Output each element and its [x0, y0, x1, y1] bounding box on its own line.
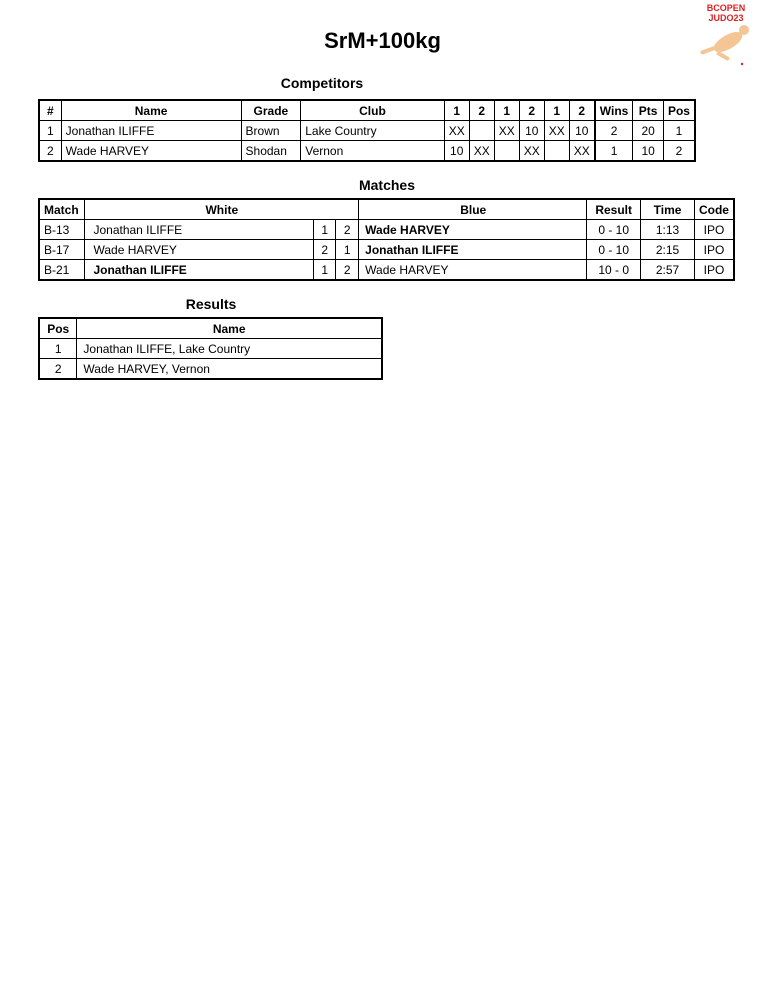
score-cell: XX — [469, 141, 494, 162]
logo-line1: BCOPEN — [706, 3, 746, 13]
logo-line2: JUDO23 — [708, 13, 744, 23]
col-pts: Pts — [633, 100, 664, 121]
results-table — [38, 317, 383, 380]
match-result: 0 - 10 — [587, 220, 641, 240]
col-num: # — [39, 100, 61, 121]
match-code: IPO — [694, 220, 734, 240]
competitors-header-row — [39, 100, 695, 121]
col-result: Result — [587, 199, 641, 220]
competitor-num: 1 — [39, 121, 61, 141]
matches-table — [38, 198, 735, 281]
col-score: 2 — [569, 100, 595, 121]
col-code: Code — [694, 199, 734, 220]
white-num: 1 — [314, 220, 336, 240]
match-code: IPO — [694, 240, 734, 260]
col-club: Club — [301, 100, 444, 121]
match-code: IPO — [694, 260, 734, 281]
blue-num: 2 — [336, 260, 359, 281]
col-name: Name — [61, 100, 241, 121]
result-name: Jonathan ILIFFE, Lake Country — [77, 339, 382, 359]
blue-num: 1 — [336, 240, 359, 260]
blue-player: Wade HARVEY — [359, 260, 587, 281]
table-row — [39, 359, 382, 380]
table-row — [39, 240, 734, 260]
col-score: 2 — [519, 100, 544, 121]
score-cell: 10 — [444, 141, 469, 162]
competitor-grade: Brown — [241, 121, 301, 141]
score-cell: XX — [519, 141, 544, 162]
score-cell: XX — [569, 141, 595, 162]
match-time: 2:57 — [641, 260, 695, 281]
table-row — [39, 339, 382, 359]
table-row — [39, 220, 734, 240]
match-id: B-17 — [39, 240, 85, 260]
col-score: 1 — [444, 100, 469, 121]
score-cell — [469, 121, 494, 141]
score-cell: 10 — [519, 121, 544, 141]
score-cell: XX — [544, 121, 569, 141]
competitor-pts: 10 — [633, 141, 664, 162]
score-cell — [544, 141, 569, 162]
score-cell: XX — [494, 121, 519, 141]
table-row — [39, 121, 695, 141]
col-white: White — [85, 199, 359, 220]
match-result: 0 - 10 — [587, 240, 641, 260]
competitor-grade: Shodan — [241, 141, 301, 162]
competitor-num: 2 — [39, 141, 61, 162]
col-grade: Grade — [241, 100, 301, 121]
white-player: Jonathan ILIFFE — [85, 260, 314, 281]
competitor-club: Lake Country — [301, 121, 444, 141]
blue-num: 2 — [336, 220, 359, 240]
table-row — [39, 260, 734, 281]
competitor-pos: 2 — [663, 141, 695, 162]
col-score: 1 — [494, 100, 519, 121]
competitors-heading: Competitors — [280, 75, 364, 91]
score-cell: XX — [444, 121, 469, 141]
competitor-club: Vernon — [301, 141, 444, 162]
col-wins: Wins — [595, 100, 633, 121]
blue-player: Wade HARVEY — [359, 220, 587, 240]
competitor-name: Wade HARVEY — [61, 141, 241, 162]
white-player: Wade HARVEY — [85, 240, 314, 260]
col-match: Match — [39, 199, 85, 220]
competitors-table — [38, 99, 696, 162]
match-time: 1:13 — [641, 220, 695, 240]
col-name: Name — [77, 318, 382, 339]
match-id: B-21 — [39, 260, 85, 281]
col-pos: Pos — [663, 100, 695, 121]
result-pos: 1 — [39, 339, 77, 359]
matches-heading: Matches — [358, 177, 416, 193]
page-title: SrM+100kg — [324, 28, 441, 53]
match-result: 10 - 0 — [587, 260, 641, 281]
white-player: Jonathan ILIFFE — [85, 220, 314, 240]
result-name: Wade HARVEY, Vernon — [77, 359, 382, 380]
results-heading: Results — [185, 296, 237, 312]
col-time: Time — [641, 199, 695, 220]
competitor-pos: 1 — [663, 121, 695, 141]
score-cell — [494, 141, 519, 162]
white-num: 2 — [314, 240, 336, 260]
match-id: B-13 — [39, 220, 85, 240]
competitor-wins: 2 — [595, 121, 633, 141]
results-header-row — [39, 318, 382, 339]
col-pos: Pos — [39, 318, 77, 339]
col-score: 1 — [544, 100, 569, 121]
col-blue: Blue — [359, 199, 587, 220]
col-score: 2 — [469, 100, 494, 121]
result-pos: 2 — [39, 359, 77, 380]
score-cell: 10 — [569, 121, 595, 141]
table-row — [39, 141, 695, 162]
matches-header-row — [39, 199, 734, 220]
competitor-pts: 20 — [633, 121, 664, 141]
match-time: 2:15 — [641, 240, 695, 260]
blue-player: Jonathan ILIFFE — [359, 240, 587, 260]
competitor-wins: 1 — [595, 141, 633, 162]
competitor-name: Jonathan ILIFFE — [61, 121, 241, 141]
white-num: 1 — [314, 260, 336, 281]
